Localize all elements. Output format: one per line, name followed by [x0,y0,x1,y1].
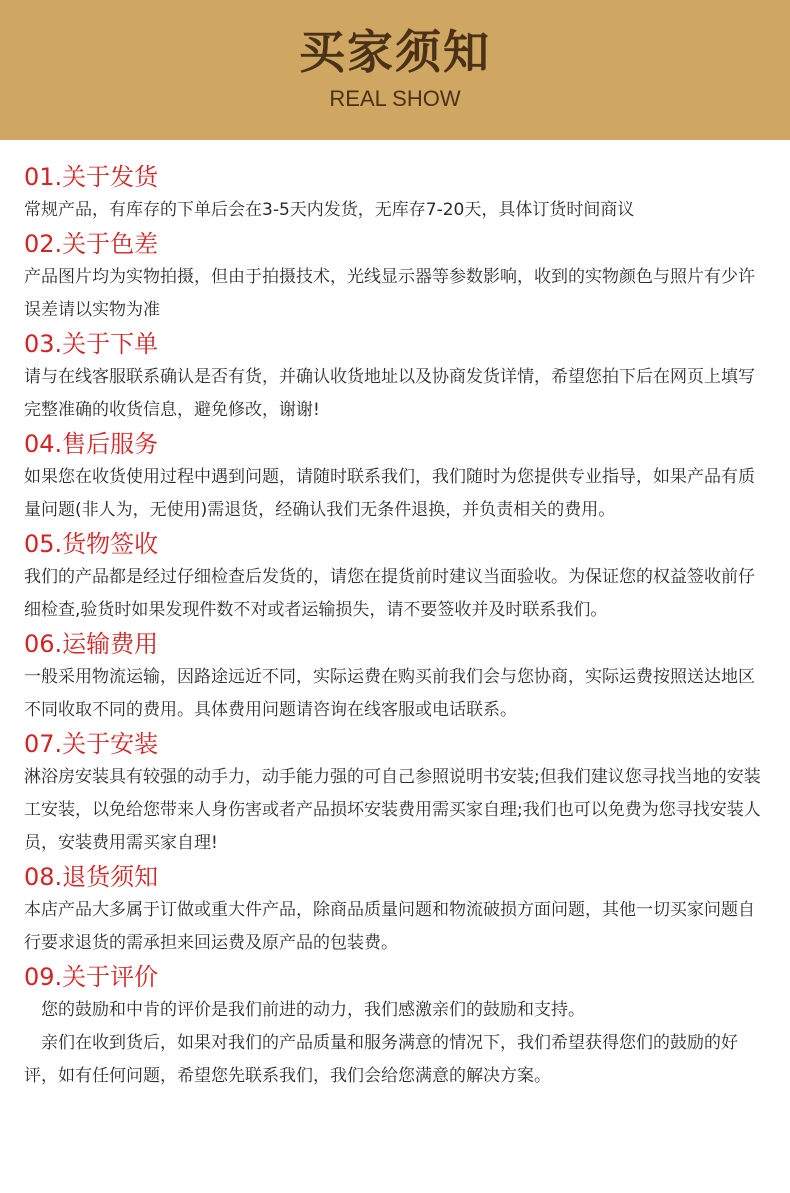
section-body [24,561,770,627]
section-paragraph: 常规产品，有库存的下单后会在3-5天内发货，无库存7-20天，具体订货时间商议 [24,200,635,220]
section-body [24,461,770,527]
section-body [24,261,770,327]
section-paragraph: 我们的产品都是经过仔细检查后发货的，请您在提货前时建议当面验收。为保证您的权益签收前仔细检查,验货时如果发现件数不对或者运输损失，请不要签收并及时联系我们。 [24,567,755,620]
section-title: 07.关于安装 [24,730,159,758]
section-ordering [24,327,770,427]
section-title: 04.售后服务 [24,430,159,458]
section-body [24,994,770,1093]
section-body [24,194,770,227]
section-after-sales [24,427,770,527]
section-paragraph: 请与在线客服联系确认是否有货，并确认收货地址以及协商发货详情，希望您拍下后在网页上填写完整准确的收货信息，避免修改，谢谢! [24,367,755,420]
section-paragraph: 一般采用物流运输，因路途远近不同，实际运费在购买前我们会与您协商，实际运费按照送达地区不同收取不同的费用。具体费用问题请咨询在线客服或电话联系。 [24,667,755,720]
header-banner [0,0,790,140]
section-title: 03.关于下单 [24,330,159,358]
section-color-difference [24,227,770,327]
section-paragraph: 如果您在收货使用过程中遇到问题，请随时联系我们，我们随时为您提供专业指导，如果产品有质量问题(非人为，无使用)需退货，经确认我们无条件退换，并负责相关的费用。 [24,467,755,520]
section-body [24,894,770,960]
section-title: 05.货物签收 [24,530,159,558]
section-title: 02.关于色差 [24,230,159,258]
section-title: 09.关于评价 [24,963,159,991]
section-shipping [24,160,770,227]
page-subtitle: REAL SHOW [329,86,461,111]
section-body [24,361,770,427]
section-paragraph: 亲们在收到货后，如果对我们的产品质量和服务满意的情况下，我们希望获得您们的鼓励的好评，如有任何问题，希望您先联系我们，我们会给您满意的解决方案。 [24,1033,738,1086]
section-returns [24,860,770,960]
section-paragraph: 您的鼓励和中肯的评价是我们前进的动力，我们感激亲们的鼓励和支持。 [41,1000,585,1020]
section-installation [24,727,770,860]
section-title: 08.退货须知 [24,863,159,891]
section-shipping-cost [24,627,770,727]
section-paragraph: 产品图片均为实物拍摄，但由于拍摄技术，光线显示器等参数影响，收到的实物颜色与照片有少许误差请以实物为准 [24,267,755,320]
section-paragraph: 本店产品大多属于订做或重大件产品，除商品质量问题和物流破损方面问题，其他一切买家问题自行要求退货的需承担来回运费及原产品的包装费。 [24,900,755,953]
section-body [24,661,770,727]
notice-content [24,160,770,1093]
section-paragraph: 淋浴房安装具有较强的动手力，动手能力强的可自己参照说明书安装;但我们建议您寻找当地的安装工安装，以免给您带来人身伤害或者产品损坏安装费用需买家自理;我们也可以免费为您寻找安装人员，安装费用需买家自理! [24,767,761,853]
section-title: 06.运输费用 [24,630,159,658]
section-title: 01.关于发货 [24,163,159,191]
section-receipt [24,527,770,627]
section-reviews [24,960,770,1093]
page-title: 买家须知 [299,25,491,79]
section-body [24,761,770,860]
